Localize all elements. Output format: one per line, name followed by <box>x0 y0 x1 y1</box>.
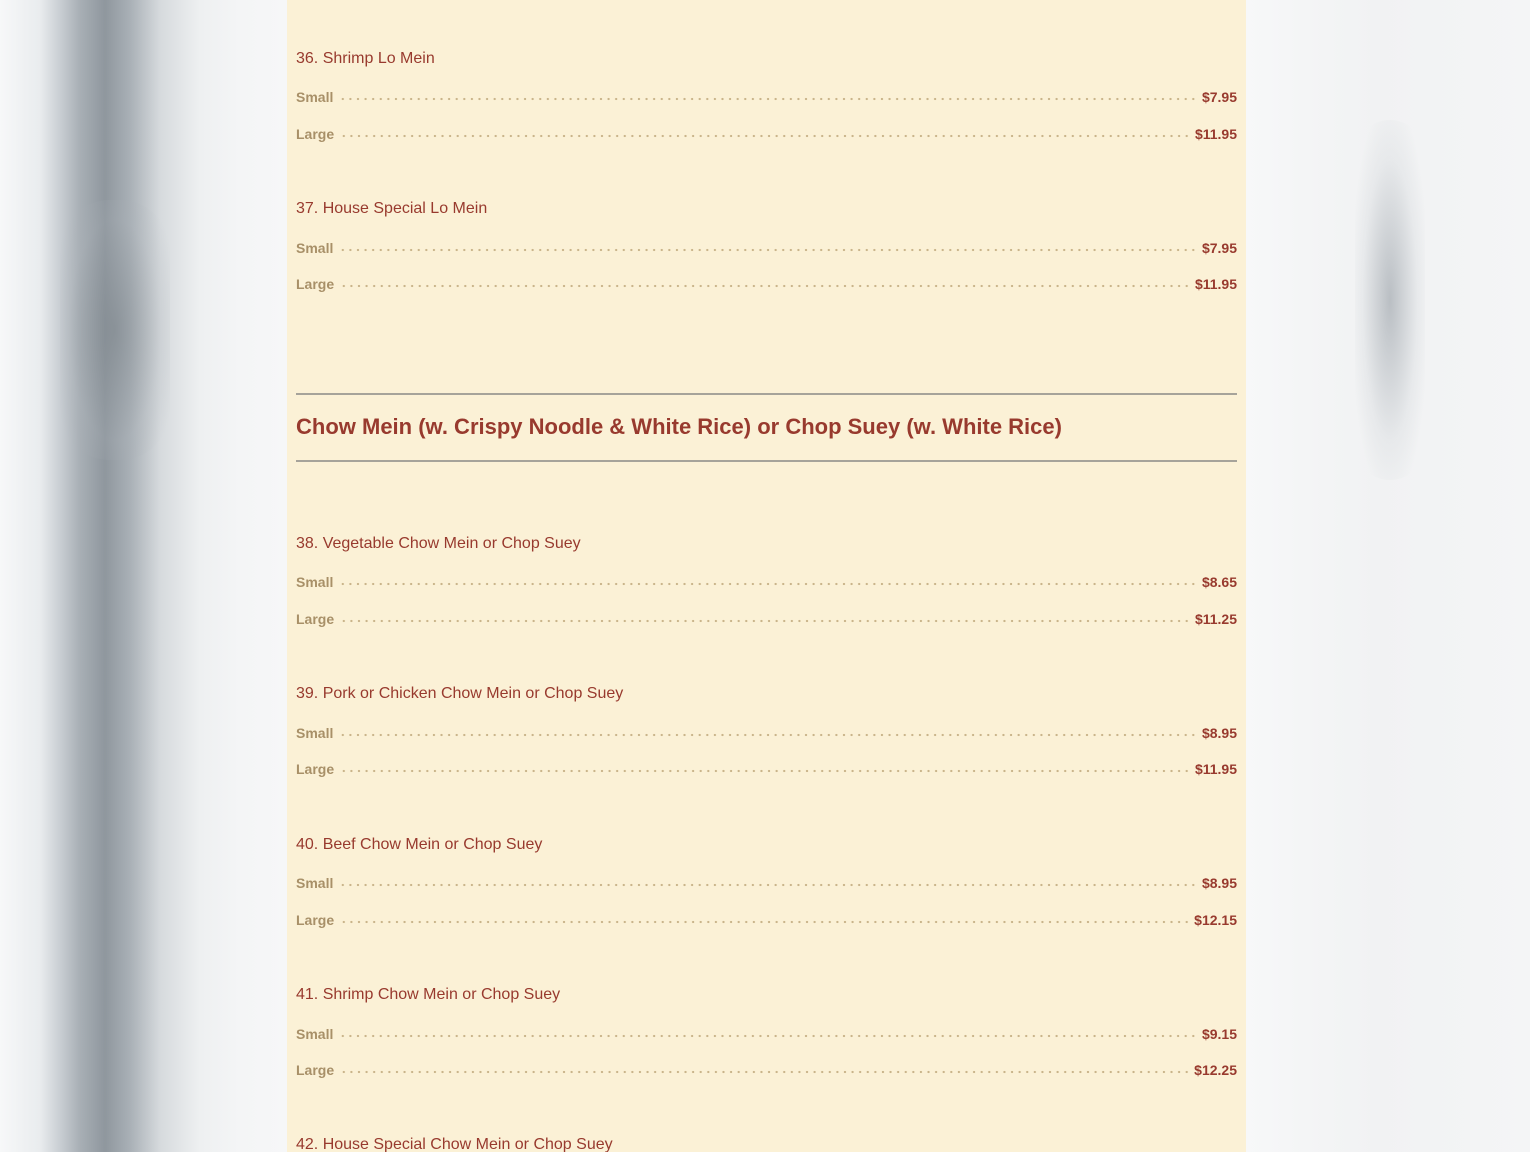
dot-leader <box>340 619 1191 623</box>
price-row-large <box>296 122 1237 142</box>
price-row-small <box>296 85 1237 105</box>
size-label: Large <box>296 126 335 142</box>
size-label: Large <box>296 611 335 627</box>
price-row-large <box>296 1058 1237 1078</box>
menu-item <box>296 684 1237 777</box>
size-label: Small <box>296 875 334 891</box>
size-label: Large <box>296 276 335 292</box>
background-blur-shape <box>60 200 170 460</box>
price: $11.95 <box>1194 761 1237 777</box>
dot-leader <box>339 883 1198 887</box>
price-row-small <box>296 721 1237 741</box>
price-row-large <box>296 272 1237 292</box>
dot-leader <box>339 733 1198 737</box>
section-title: Chow Mein (w. Crispy Noodle & White Rice) or Chop Suey (w. White Rice) <box>296 414 1062 439</box>
price: $11.95 <box>1194 126 1237 142</box>
dot-leader <box>340 134 1191 138</box>
price: $11.25 <box>1194 611 1237 627</box>
menu-item <box>296 1135 1237 1152</box>
dot-leader <box>339 97 1198 101</box>
price: $12.25 <box>1194 1062 1237 1078</box>
price-row-large <box>296 607 1237 627</box>
dot-leader <box>340 284 1191 288</box>
dot-leader <box>339 582 1198 586</box>
menu-item-name: 37. House Special Lo Mein <box>296 200 488 217</box>
price: $7.95 <box>1201 240 1237 256</box>
size-label: Small <box>296 725 334 741</box>
menu-item-name: 41. Shrimp Chow Mein or Chop Suey <box>296 986 561 1003</box>
price-row-large <box>296 908 1237 928</box>
dot-leader <box>340 1070 1190 1074</box>
size-label: Small <box>296 240 334 256</box>
menu-item-name: 36. Shrimp Lo Mein <box>296 50 435 67</box>
price-row-small <box>296 570 1237 590</box>
size-label: Small <box>296 89 334 105</box>
menu-item-name: 40. Beef Chow Mein or Chop Suey <box>296 836 543 853</box>
price-row-small <box>296 1022 1237 1042</box>
menu-item-name: 42. House Special Chow Mein or Chop Suey <box>296 1136 613 1152</box>
price-row-small <box>296 236 1237 256</box>
price: $7.95 <box>1201 89 1237 105</box>
price: $9.15 <box>1201 1026 1237 1042</box>
price: $8.65 <box>1201 574 1237 590</box>
dot-leader <box>339 248 1198 252</box>
price: $12.15 <box>1194 912 1237 928</box>
menu-panel <box>287 0 1246 1152</box>
price: $11.95 <box>1194 276 1237 292</box>
background-blur-shape <box>1355 120 1425 480</box>
price-row-large <box>296 757 1237 777</box>
menu-item <box>296 985 1237 1078</box>
dot-leader <box>339 1034 1198 1038</box>
size-label: Large <box>296 912 335 928</box>
size-label: Small <box>296 574 334 590</box>
menu-item-name: 38. Vegetable Chow Mein or Chop Suey <box>296 535 581 552</box>
price-row-small <box>296 871 1237 891</box>
dot-leader <box>340 920 1190 924</box>
menu-item <box>296 199 1237 292</box>
size-label: Large <box>296 1062 335 1078</box>
price: $8.95 <box>1201 875 1237 891</box>
size-label: Small <box>296 1026 334 1042</box>
dot-leader <box>340 769 1191 773</box>
price: $8.95 <box>1201 725 1237 741</box>
menu-item-name: 39. Pork or Chicken Chow Mein or Chop Suey <box>296 685 624 702</box>
menu-item <box>296 49 1237 142</box>
menu-item <box>296 835 1237 928</box>
section-header <box>296 393 1237 462</box>
menu-item <box>296 534 1237 627</box>
size-label: Large <box>296 761 335 777</box>
